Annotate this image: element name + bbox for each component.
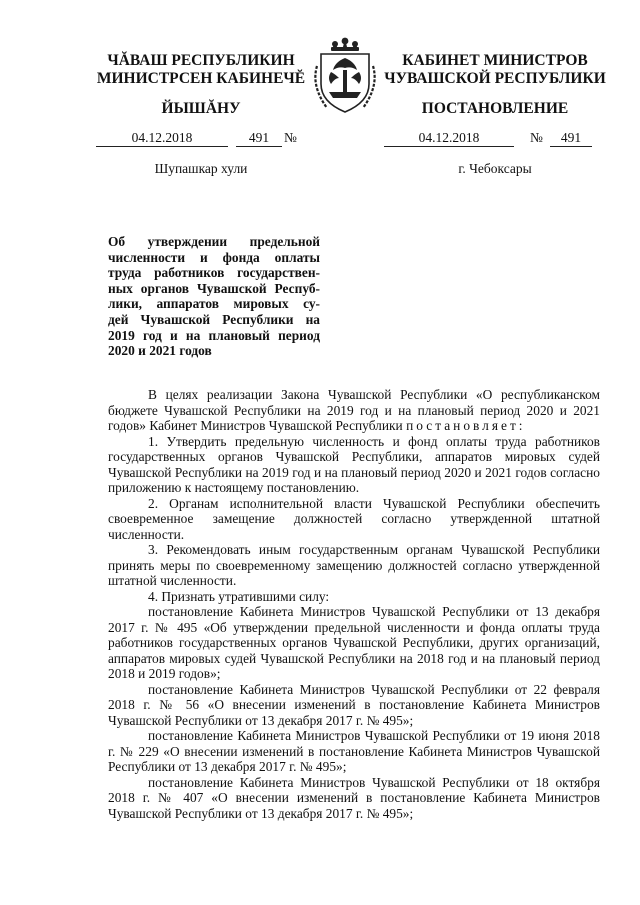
- number-sign-left: №: [284, 130, 297, 145]
- title-line: 2020 и 2021 годов: [108, 343, 212, 359]
- header-russian: [384, 52, 606, 88]
- header-chuvash: [96, 52, 306, 88]
- header-russian-line2: ЧУВАШСКОЙ РЕСПУБЛИКИ: [384, 70, 606, 87]
- preamble-paragraph: [108, 387, 600, 434]
- city-chuvash: Шупашкар хули: [154, 161, 248, 176]
- preamble-text: В целях реализации Закона Чувашской Республики «О республиканском бюджете Чувашской Республики на 2019 год и на плановый период 2020 и 2021 годов» Кабинет Министров Чувашской Республики: [108, 387, 600, 433]
- repealed-act-3: постановление Кабинета Министров Чувашской Республики от 19 июня 2018 г. № 229 «О внесении изменений в постановление Кабинета Министров Чувашской Республики от 13 декабря 2017 г. № 495»;: [108, 728, 600, 774]
- title-line: дей Чувашской Республики на: [108, 311, 320, 327]
- title-line: численности и фонда оплаты: [108, 249, 320, 265]
- date-left: 04.12.2018: [96, 130, 228, 147]
- title-line: труда работников государствен-: [108, 265, 320, 281]
- number-sign-right: №: [530, 130, 543, 145]
- repealed-act-2: постановление Кабинета Министров Чувашской Республики от 22 февраля 2018 г. № 56 «О внесении изменений в постановление Кабинета Министров Чувашской Республики от 13 декабря 2017 г. № 495»;: [108, 681, 600, 728]
- document-body: [108, 387, 600, 821]
- repealed-act-1: постановление Кабинета Министров Чувашской Республики от 13 декабря 2017 г. № 495 «Об утверждении предельной численности и фонда оплаты труда работников государственных органов Чувашской Республики, других организаций, аппаратов мировых судей Чувашской Республики на 2018 год и на плановый период 2018 и 2019 годов»;: [108, 604, 600, 681]
- header-russian-line1: КАБИНЕТ МИНИСТРОВ: [402, 52, 588, 69]
- title-line: Об утверждении предельной: [108, 234, 320, 249]
- number-right: 491: [550, 130, 592, 147]
- paragraph-1: 1. Утвердить предельную численность и фонд оплаты труда работников государственных органов Чувашской Республики, аппаратов мировых судей Чувашской Республики на 2019 год и на плановый период 2020 и 2021 годов согласно приложению к настоящему постановлению.: [108, 433, 600, 495]
- paragraph-3: 3. Рекомендовать иным государственным органам Чувашской Республики принять меры по своевременному замещению должностей согласно утвержденной штатной численности.: [108, 542, 600, 588]
- title-line: 2019 год и на плановый период: [108, 327, 320, 343]
- decree-russian: ПОСТАНОВЛЕНИЕ: [421, 100, 569, 117]
- repealed-act-4: постановление Кабинета Министров Чувашской Республики от 18 октября 2018 г. № 407 «О внесении изменений в постановление Кабинета Министров Чувашской Республики от 13 декабря 2017 г. № 495»;: [108, 774, 600, 821]
- coat-of-arms-emblem: [309, 36, 381, 118]
- title-line: лики, аппаратов мировых су-: [108, 296, 320, 312]
- title-line: ных органов Чувашской Респуб-: [108, 280, 320, 296]
- date-number-line-left: [96, 130, 316, 146]
- header-chuvash-line2: МИНИСТРСЕН КАБИНЕЧĔ: [96, 70, 306, 87]
- decree-chuvash: ЙЫШĂНУ: [161, 100, 241, 117]
- paragraph-2: 2. Органам исполнительной власти Чувашской Республики обеспечить своевременное замещение должностей согласно утвержденной штатной численности.: [108, 495, 600, 542]
- city-russian: г. Чебоксары: [458, 161, 532, 176]
- paragraph-4: 4. Признать утратившими силу:: [148, 588, 330, 604]
- date-number-line-right: [384, 130, 604, 146]
- number-left: 491: [236, 130, 282, 147]
- document-title: [108, 234, 320, 359]
- preamble-action: постановляет:: [406, 418, 526, 433]
- header-chuvash-line1: ЧĂВАШ РЕСПУБЛИКИН: [107, 52, 295, 69]
- date-right: 04.12.2018: [384, 130, 514, 147]
